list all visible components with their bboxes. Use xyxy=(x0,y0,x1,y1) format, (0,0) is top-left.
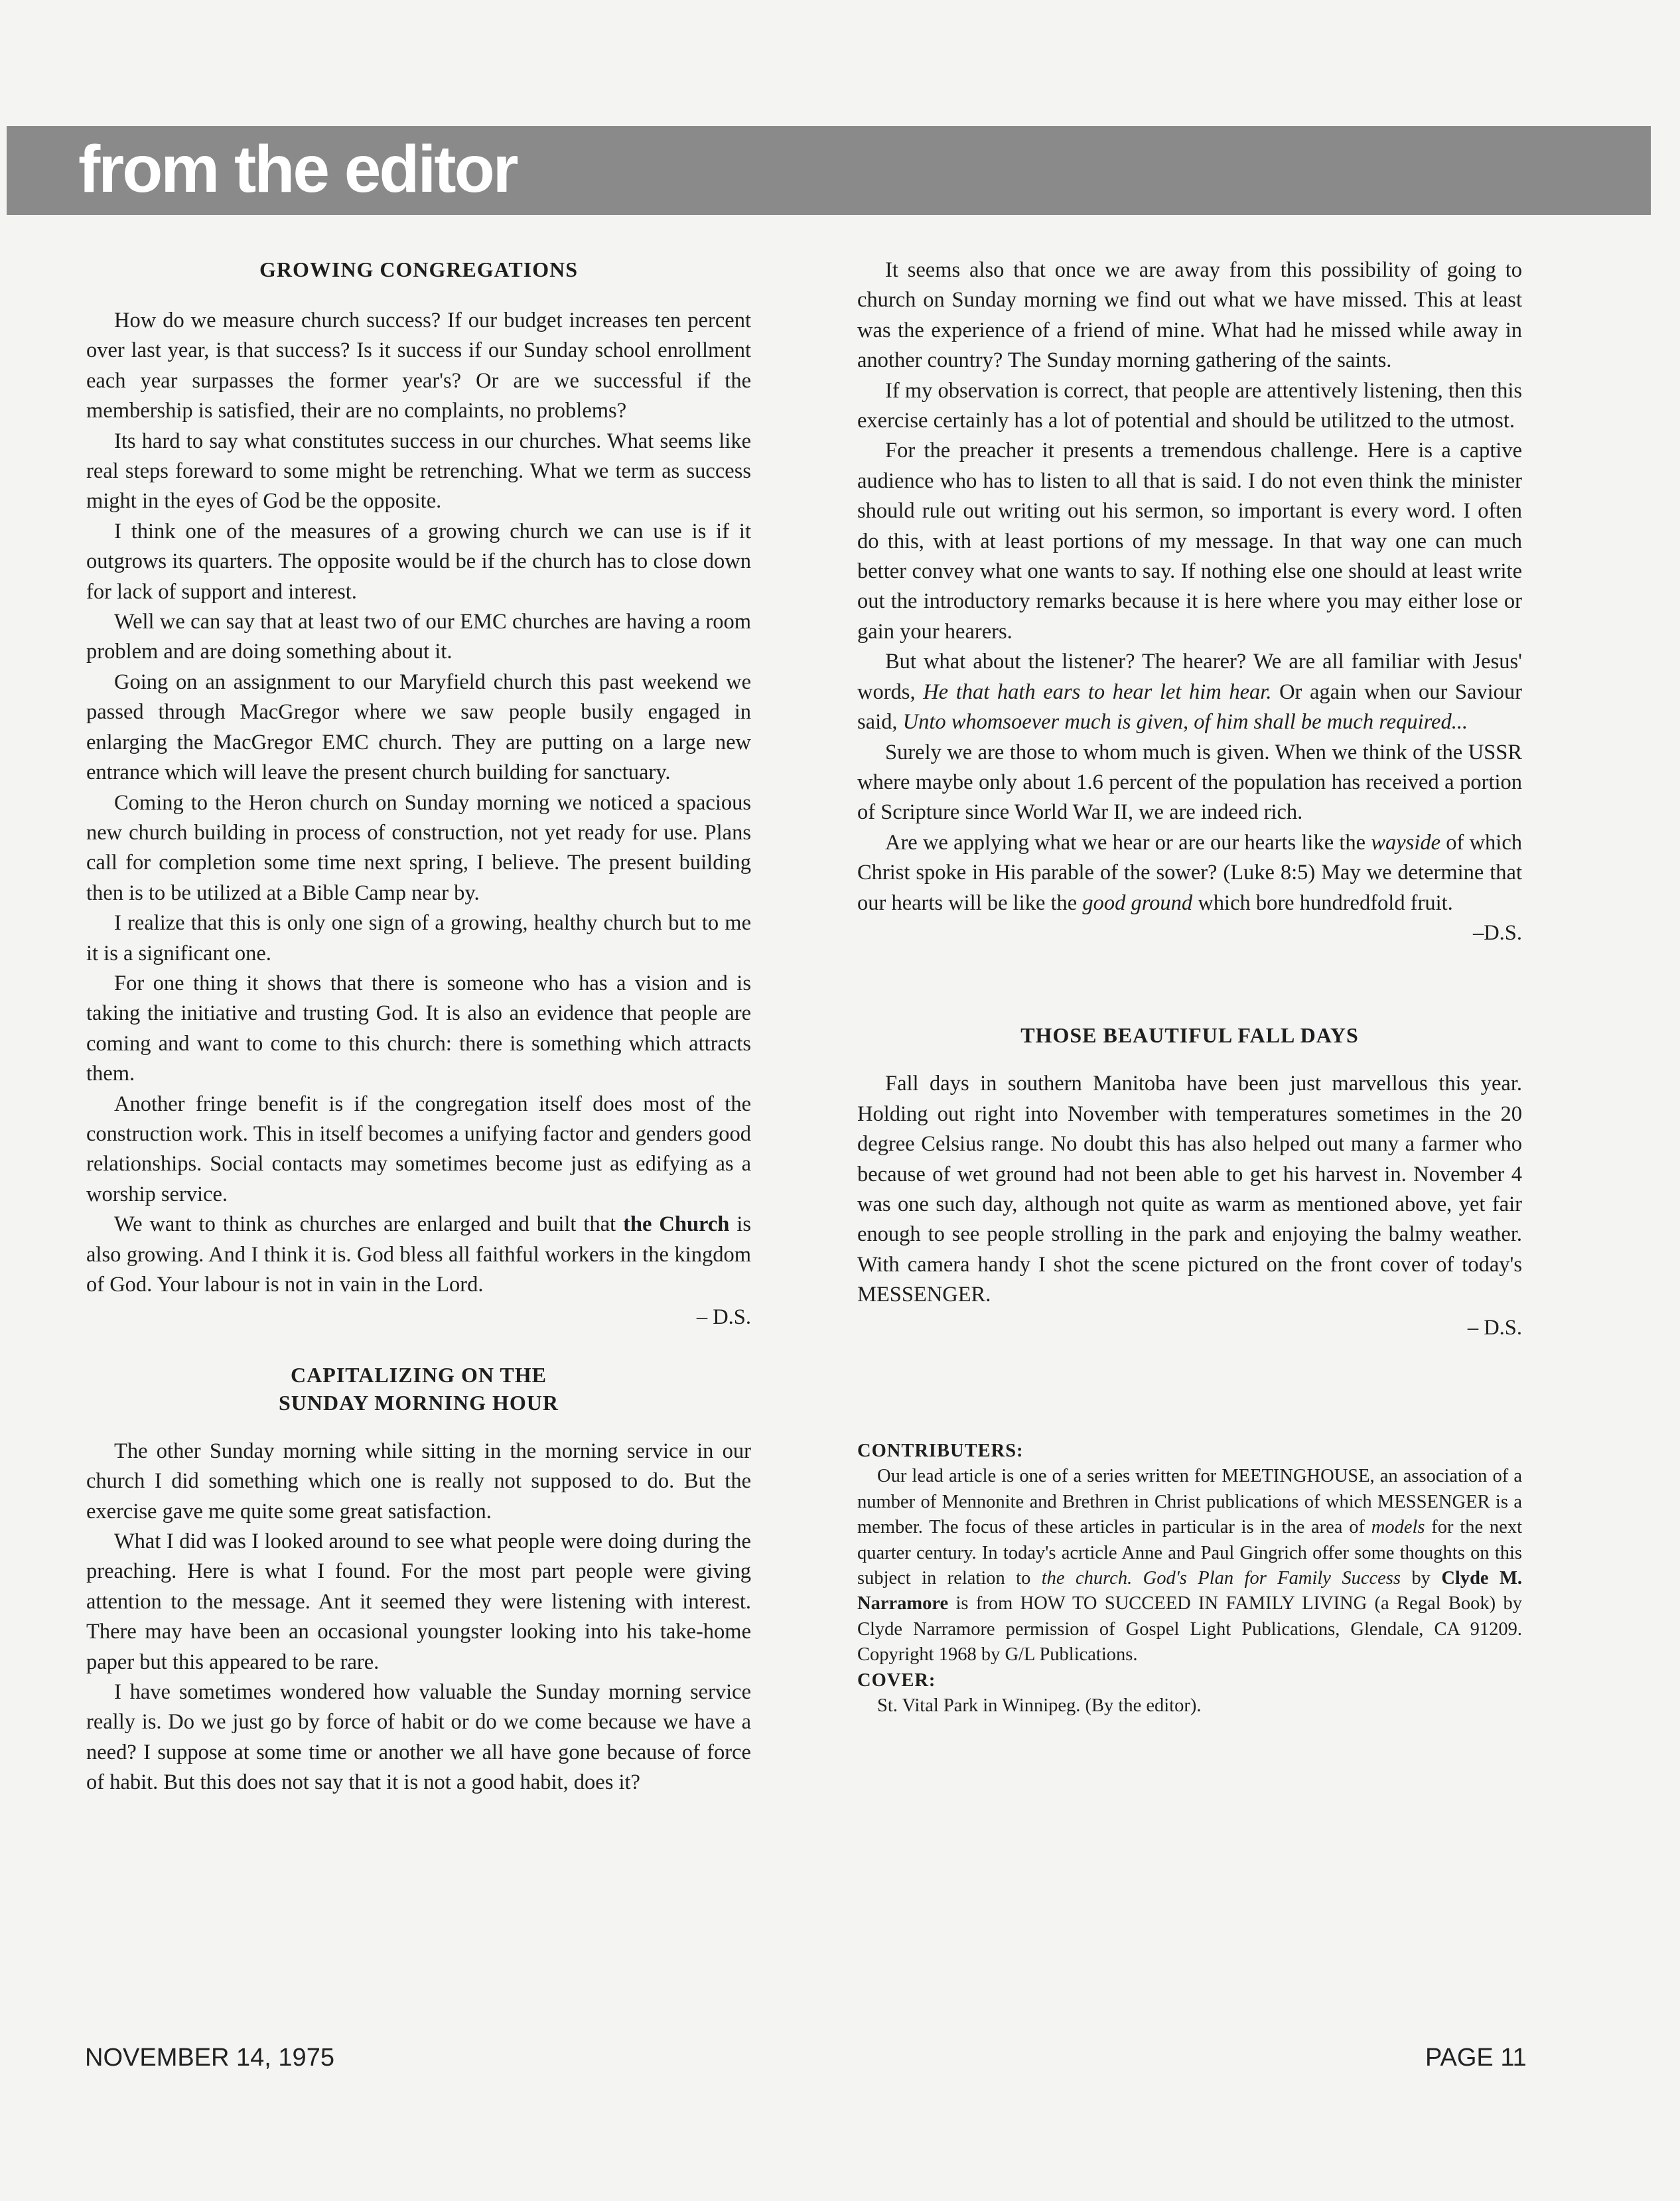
paragraph: Going on an assignment to our Maryfield church this past weekend we passed through MacGregor where we saw people busily engaged in enlarging the MacGregor EMC church. They are putting on a large new entrance which will leave the present church building for sanctuary. xyxy=(86,670,751,785)
text-run: Or again when our Saviour said, xyxy=(857,679,1522,735)
article-title-line: SUNDAY MORNING HOUR xyxy=(279,1390,559,1415)
signature: –D.S. xyxy=(1472,920,1522,945)
paragraph: Surely we are those to whom much is given. When we think of the USSR where maybe only about 1.6 percent of the population has received a portion of Scripture since World War II, we are indeed rich. xyxy=(857,740,1522,825)
italic-run: wayside xyxy=(1371,830,1441,855)
paragraph: I realize that this is only one sign of a growing, healthy church but to me it is a significant one. xyxy=(86,911,751,965)
text-run: for the next quarter century. In today's acrticle Anne and Paul Gingrich offer some thoughts on this subject in relation to xyxy=(857,1517,1522,1589)
bold-run: Clyde M. Narramore xyxy=(857,1568,1522,1614)
article-title-fall-days: THOSE BEAUTIFUL FALL DAYS xyxy=(1020,1023,1359,1048)
cover-label: COVER: xyxy=(857,1669,936,1691)
paragraph: The other Sunday morning while sitting in the morning service in our church I did something which one is really not supposed to do. But the exercise gave me quite some great satisfaction. xyxy=(86,1439,751,1524)
paragraph: Another fringe benefit is if the congregation itself does most of the construction work. This in itself becomes a unifying factor and genders good relationships. Social contacts may sometimes become just as edifying as a worship service. xyxy=(86,1092,751,1206)
contributers-section xyxy=(857,1439,1522,1719)
italic-run: models xyxy=(1371,1517,1425,1538)
footer-page-number: PAGE 11 xyxy=(1425,2044,1527,2072)
paragraph-closing xyxy=(86,1210,751,1300)
paragraph-wayside xyxy=(857,828,1522,918)
text-run: is also growing. And I think it is. God bless all faithful workers in the kingdom of God. Your labour is not in vain in the Lord. xyxy=(86,1212,751,1297)
section-title: from the editor xyxy=(78,132,517,206)
text-run: is from HOW TO SUCCEED IN FAMILY LIVING (a Regal Book) by Clyde Narramore permission of Gospel Light Publications, Glendale, CA 91209. Copyright 1968 by G/L Publications. xyxy=(857,1593,1522,1666)
text-run: We want to think as churches are enlarged and built that xyxy=(114,1212,624,1237)
paragraph: For the preacher it presents a tremendous challenge. Here is a captive audience who has to listen to all that is said. I do not even think the minister should rule out writing out his sermon, so important is every word. I often do this, with at least portions of my message. In that way one can much better convey what one wants to say. If nothing else one should at least write out the introductory remarks because it is here where you may either lose or gain your hearers. xyxy=(857,439,1522,644)
paragraph: Well we can say that at least two of our EMC churches are having a room problem and are doing something about it. xyxy=(86,610,751,664)
article-capitalizing-body-left xyxy=(86,1437,751,1798)
paragraph: Its hard to say what constitutes success in our churches. What seems like real steps foreward to some might be retrenching. What we term as success might in the eyes of God be the opposite. xyxy=(86,429,751,514)
italic-run: He that hath ears to hear let him hear. xyxy=(923,679,1272,704)
cover-text: St. Vital Park in Winnipeg. (By the editor). xyxy=(877,1695,1202,1717)
contributers-text xyxy=(857,1464,1522,1668)
paragraph: It seems also that once we are away from this possibility of going to church on Sunday morning we find out what we have missed. This at least was the experience of a friend of mine. What had he missed while away in another country? The Sunday morning gathering of the saints. xyxy=(857,258,1522,373)
italic-run: Unto whomsoever much is given, of him shall be much required... xyxy=(902,710,1468,735)
footer-date: NOVEMBER 14, 1975 xyxy=(85,2044,334,2072)
bold-run: the Church xyxy=(623,1212,730,1237)
signature: – D.S. xyxy=(1467,1315,1522,1340)
header-banner xyxy=(7,126,1651,215)
article-growing-congregations-body xyxy=(86,306,751,1333)
paragraph: What I did was I looked around to see what people were doing during the preaching. Here is what I found. For the most part people were giving attention to the message. Ant it seemed they were listening with interest. There may have been an occasional youngster looking into his take-home paper but this appeared to be rare. xyxy=(86,1529,751,1674)
signature: – D.S. xyxy=(696,1305,751,1330)
article-capitalizing-body-right xyxy=(857,255,1522,948)
paragraph-listener xyxy=(857,647,1522,737)
italic-run: good ground xyxy=(1082,890,1193,915)
paragraph: I have sometimes wondered how valuable the Sunday morning service really is. Do we just go by force of habit or do we come because we have a need? I suppose at some time or another we all have gone because of force of habit. But this does not say that it is not a good habit, does it? xyxy=(86,1680,751,1795)
text-run: Are we applying what we hear or are our hearts like the xyxy=(885,830,1371,855)
left-column xyxy=(86,255,751,1798)
text-run: But what about the listener? The hearer? We are all familiar with Jesus' words, xyxy=(857,650,1522,704)
text-run: which bore hundredfold fruit. xyxy=(1192,890,1453,915)
paragraph: For one thing it shows that there is someone who has a vision and is taking the initiative and trusting God. It is also an evidence that people are coming and want to come to this church: there is something which attracts them. xyxy=(86,971,751,1086)
article-title-line: CAPITALIZING ON THE xyxy=(291,1362,547,1387)
paragraph: I think one of the measures of a growing church we can use is if it outgrows its quarters. The opposite would be if the church has to close down for lack of support and interest. xyxy=(86,519,751,604)
text-run: by xyxy=(1400,1568,1442,1589)
paragraph: How do we measure church success? If our budget increases ten percent over last year, is that success? Is it success if our Sunday school enrollment each year surpasses the former year's? Or are we successful if the membership is satisfied, their are no complaints, no problems? xyxy=(86,309,751,423)
paragraph: Coming to the Heron church on Sunday morning we noticed a spacious new church building in process of construction, not yet ready for use. Plans call for completion some time next spring, I believe. The present building then is to be utilized at a Bible Camp near by. xyxy=(86,790,751,905)
contributers-label: CONTRIBUTERS: xyxy=(857,1441,1024,1461)
paragraph: Fall days in southern Manitoba have been just marvellous this year. Holding out right into November with temperatures sometimes in the 20 degree Celsius range. No doubt this has also helped out many a farmer who because of wet ground had not been able to get his harvest in. November 4 was one such day, although not quite as warm as mentioned above, yet fair enough to see people strolling in the park and enjoying the balmy weather. With camera handy I shot the scene pictured on the front cover of today's MESSENGER. xyxy=(857,1072,1522,1307)
article-fall-days-body xyxy=(857,1069,1522,1343)
text-run: Our lead article is one of a series written for MEETINGHOUSE, an association of a number of Mennonite and Brethren in Christ publications of which MESSENGER is a member. The focus of these articles in particular is in the area of xyxy=(857,1466,1522,1538)
italic-run: the church. God's Plan for Family Success xyxy=(1041,1568,1401,1589)
right-column xyxy=(857,255,1522,1719)
article-title-growing-congregations: GROWING CONGREGATIONS xyxy=(259,257,578,281)
text-run: of which Christ spoke in His parable of the sower? (Luke 8:5) May we determine that our hearts will be like the xyxy=(857,830,1523,915)
article-capitalizing-title xyxy=(86,1361,751,1417)
paragraph: If my observation is correct, that people are attentively listening, then this exercise certainly has a lot of potential and should be utilitzed to the utmost. xyxy=(857,378,1522,433)
